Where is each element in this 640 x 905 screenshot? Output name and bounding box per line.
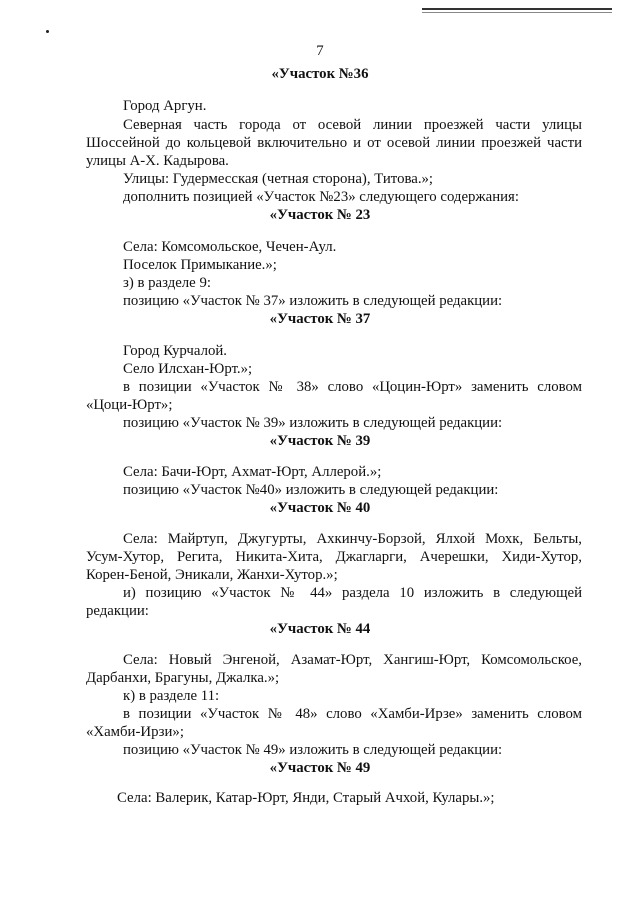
text-line: Северная часть города от осевой линии проезжей части улицы — [123, 117, 582, 133]
text-line: Село Илсхан-Юрт.»; — [123, 361, 253, 377]
header-rule — [422, 8, 612, 10]
text-line: в позиции «Участок № 38» слово «Цоцин-Юрт» заменить словом — [123, 379, 582, 395]
text-line: Села: Майртуп, Джугурты, Ахкинчу-Борзой, Ялхой Мохк, Бельты, — [123, 531, 582, 547]
text-line: Улицы: Гудермесская (четная сторона), Титова.»; — [123, 171, 434, 187]
scan-speck — [46, 30, 49, 33]
text-line: и) позицию «Участок № 44» раздела 10 изложить в следующей — [123, 585, 582, 601]
heading-section-44: «Участок № 44 — [269, 621, 371, 637]
text-line: Город Курчалой. — [123, 343, 227, 359]
heading-section-40: «Участок № 40 — [269, 500, 371, 516]
text-line: Дарбанхи, Брагуны, Джалка.»; — [86, 670, 280, 686]
header-rule-thin — [422, 12, 612, 13]
text-line: позицию «Участок № 39» изложить в следующей редакции: — [123, 415, 503, 431]
heading-section-36: «Участок №36 — [271, 66, 369, 82]
text-line: Шоссейной до кольцевой включительно и от осевой линии проезжей части — [86, 135, 582, 151]
text-line: з) в разделе 9: — [123, 275, 211, 291]
heading-section-49: «Участок № 49 — [269, 760, 371, 776]
text-line: Усум-Хутор, Регита, Никита-Хита, Джагларги, Ачерешки, Хиди-Хутор, — [86, 549, 582, 565]
text-line: улицы А-Х. Кадырова. — [86, 153, 229, 169]
text-line: дополнить позицией «Участок №23» следующего содержания: — [123, 189, 519, 205]
text-line: позицию «Участок № 37» изложить в следующей редакции: — [123, 293, 503, 309]
text-line: Села: Комсомольское, Чечен-Аул. — [123, 239, 337, 255]
heading-section-23: «Участок № 23 — [269, 207, 371, 223]
text-line: в позиции «Участок № 48» слово «Хамби-Ирзе» заменить словом — [123, 706, 582, 722]
text-line: к) в разделе 11: — [123, 688, 220, 704]
text-line: «Хамби-Ирзи»; — [86, 724, 184, 740]
text-line: позицию «Участок №40» изложить в следующей редакции: — [123, 482, 499, 498]
text-line: Села: Валерик, Катар-Юрт, Янди, Старый Ачхой, Кулары.»; — [117, 790, 495, 806]
page-number: 7 — [316, 43, 324, 59]
text-line: Поселок Примыкание.»; — [123, 257, 277, 273]
text-line: позицию «Участок № 49» изложить в следующей редакции: — [123, 742, 503, 758]
heading-section-39: «Участок № 39 — [269, 433, 371, 449]
text-line: Корен-Беной, Эникали, Жанхи-Хутор.»; — [86, 567, 338, 583]
text-line: Город Аргун. — [123, 98, 207, 114]
heading-section-37: «Участок № 37 — [269, 311, 371, 327]
text-line: «Цоци-Юрт»; — [86, 397, 173, 413]
text-line: Села: Бачи-Юрт, Ахмат-Юрт, Аллерой.»; — [123, 464, 382, 480]
text-line: Села: Новый Энгеной, Азамат-Юрт, Хангиш-Юрт, Комсомольское, — [123, 652, 582, 668]
text-line: редакции: — [86, 603, 149, 619]
